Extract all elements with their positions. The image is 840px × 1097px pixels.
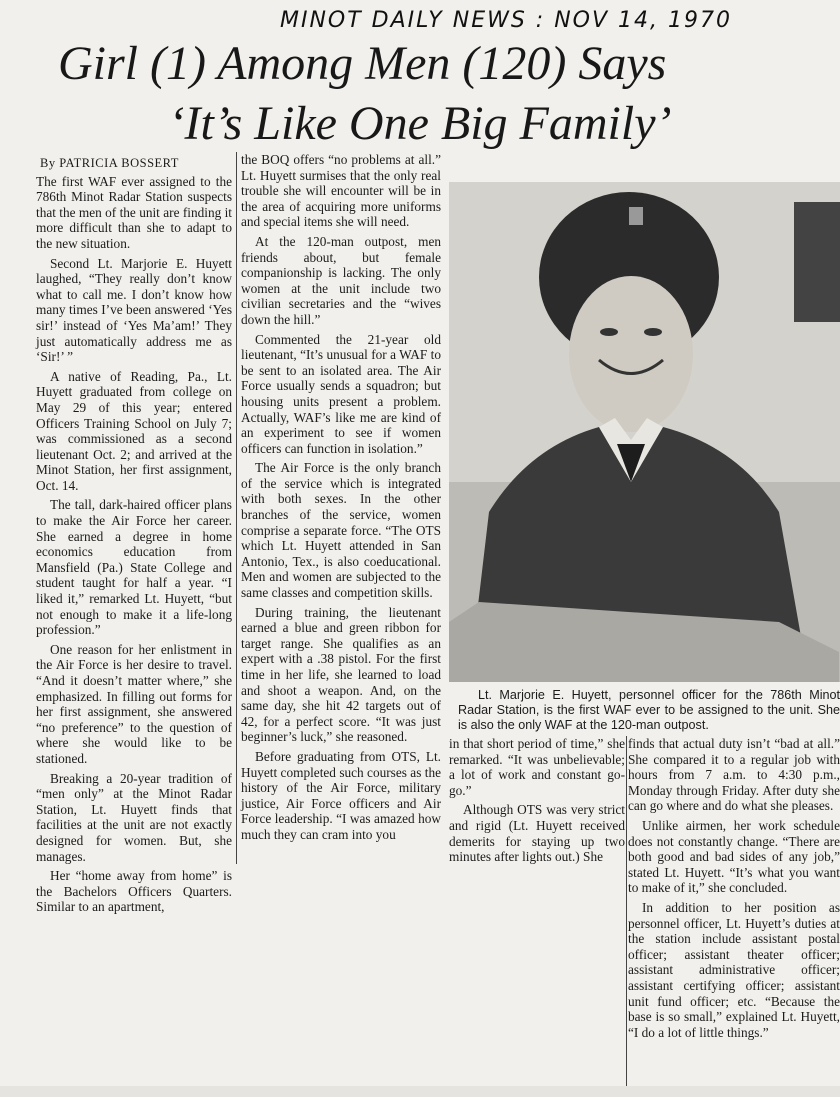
article-column-2	[241, 152, 441, 847]
paragraph: One reason for her enlistment in the Air Force is her desire to travel. “And it doesn’t matter where,” she emphasized. In filling out forms for her first assignment, she answered “no preference” to the question of where she would like to be stationed.	[36, 641, 232, 766]
paragraph: The first WAF ever assigned to the 786th Minot Radar Station suspects that the men of the unit are finding it more difficult than she to adapt to the new situation.	[36, 173, 232, 251]
clipping-bottom-edge	[0, 1086, 840, 1097]
paragraph: in that short period of time,” she remarked. “It was unbelievable; a lot of work and constant go-go.”	[449, 736, 625, 798]
paragraph: The Air Force is the only branch of the service which is integrated with both sexes. In the other branches of the service, women comprise a separate force. “The OTS which Lt. Huyett attended in San Antonio, Tex., is also coeducational. Men and women are subjected to the same classes and competition skills.	[241, 460, 441, 601]
paragraph: A native of Reading, Pa., Lt. Huyett graduated from college on May 29 of this year; entered Officers Training School on July 7; was commissioned as a second lieutenant Oct. 2; and arrived at the Minot Station, her first assignment, Oct. 14.	[36, 368, 232, 493]
paragraph: Her “home away from home” is the Bachelors Officers Quarters. Similar to an apartment,	[36, 868, 232, 915]
paragraph: Commented the 21-year old lieutenant, “It’s unusual for a WAF to be sent to an isolated area. The Air Force usually sends a squadron; but housing units present a problem. Actually, WAF’s like me are kind of an experiment to see if women officers can function in isolation.”	[241, 331, 441, 456]
paragraph: During training, the lieutenant earned a blue and green ribbon for target range. She qualifies as an expert with a .38 pistol. For the first time in her life, she learned to load and shoot a weapon. And, on the same day, she hit 42 targets out of 42, for a perfect score. “It was just beginner’s luck,” she reasoned.	[241, 604, 441, 745]
paragraph: Breaking a 20-year tradition of “men only” at the Minot Radar Station, Lt. Huyett finds that facilities at the unit are not exactly designed for women. But, she manages.	[36, 770, 232, 864]
article-column-4	[628, 736, 840, 1044]
paragraph: Second Lt. Marjorie E. Huyett laughed, “They really don’t know what to call me. I don’t know how many times I’ve been answered ‘Yes sir!’ instead of ‘Yes Ma’am!’ They just automatically address me as ‘Sir!’ ”	[36, 255, 232, 365]
column-divider	[236, 152, 237, 864]
headline-line-1: Girl (1) Among Men (120) Says	[58, 37, 667, 90]
article-column-1	[36, 156, 232, 919]
portrait-photo	[449, 182, 840, 682]
paragraph: Before graduating from OTS, Lt. Huyett completed such courses as the history of the Air Force, military justice, Air Force officers and Air Force leadership. “I was amazed how much they can cram into you	[241, 748, 441, 842]
article-column-3	[449, 736, 625, 869]
paragraph: The tall, dark-haired officer plans to make the Air Force her career. She earned a degree in home economics education from Mansfield (Pa.) State College and student taught for half a year. “I liked it,” remarked Lt. Huyett, “but not enough to make it a life-long profession.”	[36, 497, 232, 638]
portrait-illustration	[449, 182, 840, 682]
byline: By PATRICIA BOSSERT	[40, 156, 179, 170]
handwritten-source-note: MINOT DAILY NEWS : NOV 14, 1970	[280, 8, 732, 33]
paragraph: finds that actual duty isn’t “bad at all.” She compared it to a regular job with hours from 7 a.m. to 4:30 p.m., Monday through Friday. After duty she can go where and do what she pleases.	[628, 736, 840, 814]
photo-caption: Lt. Marjorie E. Huyett, personnel officer for the 786th Minot Radar Station, is the first WAF ever to be assigned to the unit. She is also the only WAF at the 120-man outpost.	[458, 688, 840, 732]
headline-line-2: ‘It’s Like One Big Family’	[168, 97, 672, 150]
paragraph: the BOQ offers “no problems at all.” Lt. Huyett surmises that the only real trouble she will encounter will be in the area of acquiring more uniforms and special items she will need.	[241, 152, 441, 230]
paragraph: Unlike airmen, her work schedule does not constantly change. “There are both good and bad sides of any job,” stated Lt. Huyett. “It’s what you want to make of it,” she concluded.	[628, 817, 840, 896]
paragraph: Although OTS was very strict and rigid (Lt. Huyett received demerits for staying up two minutes after lights out.) She	[449, 802, 625, 865]
paragraph: In addition to her position as personnel officer, Lt. Huyett’s duties at the station include assistant postal officer; assistant theater officer; assistant administrative officer; assistant certifying officer; assistant unit fund officer; etc. “Because the base is so small,” explained Lt. Huyett, “I do a lot of little things.”	[628, 899, 840, 1040]
paragraph: At the 120-man outpost, men friends about, but female companionship is lacking. The only women at the unit include two civilian secretaries and the “wives down the hill.”	[241, 233, 441, 327]
column-divider	[626, 736, 627, 1086]
